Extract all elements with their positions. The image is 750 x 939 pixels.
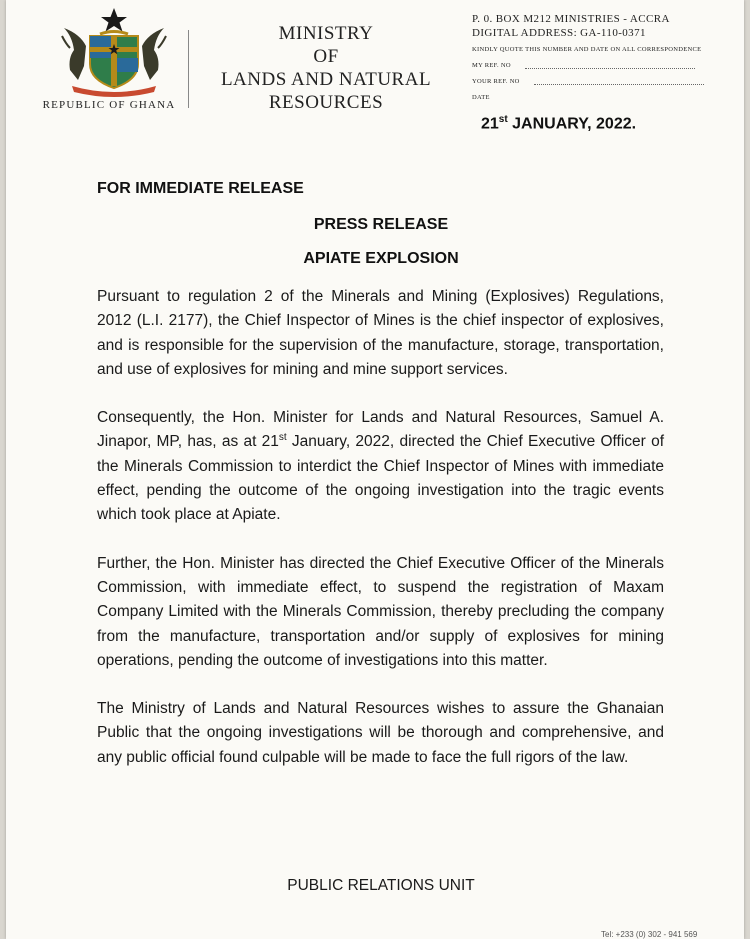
my-ref-line	[525, 67, 695, 69]
paragraph-3: Further, the Hon. Minister has directed the Chief Executive Officer of the Minerals Commission, with immediate effect, to suspend the registration of Maxam Company Limited with the Minerals Commission, thereby precluding the company from the manufacture, transportation and/or supply of explosives for mining operations, pending the outcome of investigations into this matter.	[97, 554, 664, 669]
letterhead-divider	[188, 30, 189, 108]
date-suffix: st	[498, 114, 508, 125]
quote-note: KINDLY QUOTE THIS NUMBER AND DATE ON ALL CORRESPONDENCE	[472, 46, 702, 53]
date-row	[472, 94, 732, 101]
your-ref-label: YOUR REF. NO	[472, 78, 520, 85]
paragraph-2-sup: st	[278, 432, 287, 444]
paragraph-4: The Ministry of Lands and Natural Resources wishes to assure the Ghanaian Public that the ongoing investigations will be thorough and comprehensive, and any public official found culpable will be made to face the full rigors of the law.	[97, 700, 664, 766]
address-block	[472, 12, 732, 101]
release-body	[97, 285, 664, 794]
subject-heading: APIATE EXPLOSION	[303, 250, 459, 267]
signoff: PUBLIC RELATIONS UNIT	[287, 877, 475, 894]
date-label: DATE	[472, 94, 490, 101]
republic-label: REPUBLIC OF GHANA	[42, 99, 176, 111]
paragraph-2-part-a: Consequently, the Hon. Minister for Lands and Natural Resources, Samuel A. Jinapor, MP, has, as at 21	[97, 409, 664, 451]
your-ref-row	[472, 78, 732, 85]
ministry-line: MINISTRY	[278, 23, 374, 44]
my-ref-row	[472, 62, 732, 69]
paragraph-2-part-b: January, 2022, directed the Chief Executive Officer of the Minerals Commission to interdict the Chief Inspector of Mines with immediate effect, pending the outcome of the ongoing investigation into the tragic events which took place at Apiate.	[97, 433, 665, 524]
ministry-line: OF	[313, 46, 339, 67]
press-release-heading: PRESS RELEASE	[313, 216, 449, 233]
ghana-coat-of-arms-icon	[54, 6, 174, 98]
ministry-name	[201, 22, 451, 114]
release-date	[481, 114, 636, 133]
ministry-line: LANDS AND NATURAL	[220, 69, 432, 90]
my-ref-label: MY REF. NO	[472, 62, 511, 69]
date-rest: JANUARY, 2022.	[507, 115, 637, 133]
paragraph-1: Pursuant to regulation 2 of the Minerals and Mining (Explosives) Regulations, 2012 (L.I. 2177), the Chief Inspector of Mines is the chief inspector of explosives, and is responsible for the supervision of the manufacture, storage, transportation, and use of explosives for mining and mine support services.	[97, 288, 664, 378]
immediate-release-heading: FOR IMMEDIATE RELEASE	[97, 180, 304, 197]
ministry-line: RESOURCES	[268, 92, 384, 113]
footer-telephone: Tel: +233 (0) 302 - 941 569	[601, 930, 698, 939]
po-box: P. 0. BOX M212 MINISTRIES - ACCRA	[472, 13, 670, 25]
date-day: 21	[481, 115, 499, 133]
paragraph-2	[97, 406, 664, 527]
press-release-page	[6, 0, 744, 939]
your-ref-line	[534, 83, 704, 85]
digital-address: DIGITAL ADDRESS: GA-110-0371	[472, 27, 646, 39]
